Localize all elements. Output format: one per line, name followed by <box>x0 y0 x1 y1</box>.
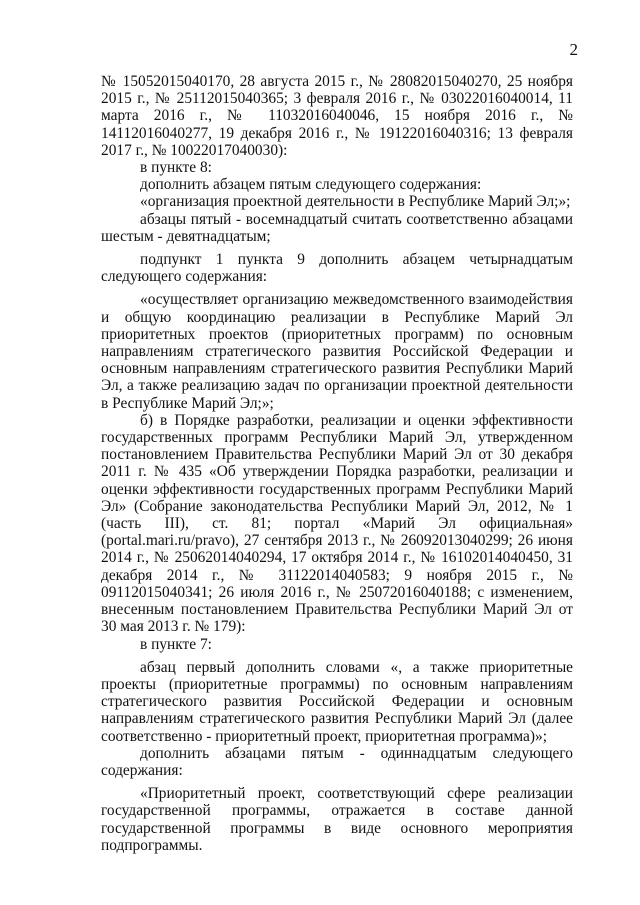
document-body <box>101 73 573 854</box>
paragraph: «осуществляет организацию межведомственного взаимодействия и общую координацию реализации в Республике Марий Эл приоритетных проектов (приоритетных программ) по основным направлениям стратегического развития Российской Федерации и основным направлениям стратегического развития Республики Марий Эл, а также реализацию задач по организации проектной деятельности в Республике Марий Эл;»; <box>101 291 573 412</box>
paragraph: № 15052015040170, 28 августа 2015 г., № 28082015040270, 25 ноября 2015 г., № 25112015040365; 3 февраля 2016 г., № 03022016040014, 11 марта 2016 г., № 11032016040046, 15 ноября 2016 г., № 14112016040277, 19 декабря 2016 г., № 19122016040316; 13 февраля 2017 г., № 10022017040030): <box>101 73 573 159</box>
paragraph: подпункт 1 пункта 9 дополнить абзацем четырнадцатым следующего содержания: <box>101 251 573 286</box>
paragraph: дополнить абзацами пятым - одиннадцатым следующего содержания: <box>101 744 573 779</box>
paragraph: б) в Порядке разработки, реализации и оценки эффективности государственных программ Республики Марий Эл, утвержденном постановлением Правительства Республики Марий Эл от 30 декабря 2011 г. № 435 «Об утверждении Порядка разработки, реализации и оценки эффективности государственных программ Республики Марий Эл» (Собрание законодательства Республики Марий Эл, 2012, № 1 (часть III), ст. 81; портал «Марий Эл официальная» (portal.mari.ru/pravo), 27 сентября 2013 г., № 26092013040299; 26 июня 2014 г., № 25062014040294, 17 октября 2014 г., № 16102014040450, 31 декабря 2014 г., № 31122014040583; 9 ноября 2015 г., № 09112015040341; 26 июля 2016 г., № 25072016040188; с изменением, внесенным постановлением Правительства Республики Марий Эл от 30 мая 2013 г. № 179): <box>101 411 573 636</box>
paragraph: в пункте 8: <box>140 159 212 177</box>
paragraph: в пункте 7: <box>140 635 212 653</box>
paragraph: «организация проектной деятельности в Республике Марий Эл;»; <box>140 193 571 211</box>
paragraph: абзац первый дополнить словами «, а также приоритетные проекты (приоритетные программы) по основным направлениям стратегического развития Российской Федерации и основным направлениям стратегического развития Республики Марий Эл (далее соответственно - приоритетный проект, приоритетная программа)»; <box>101 658 573 745</box>
paragraph: дополнить абзацем пятым следующего содержания: <box>140 176 482 194</box>
paragraph: «Приоритетный проект, соответствующий сфере реализации государственной программы, отражается в составе данной государственной программы в виде основного мероприятия подпрограммы. <box>101 785 573 854</box>
page-number: 2 <box>569 40 578 59</box>
paragraph: абзацы пятый - восемнадцатый считать соответственно абзацами шестым - девятнадцатым; <box>101 210 573 245</box>
